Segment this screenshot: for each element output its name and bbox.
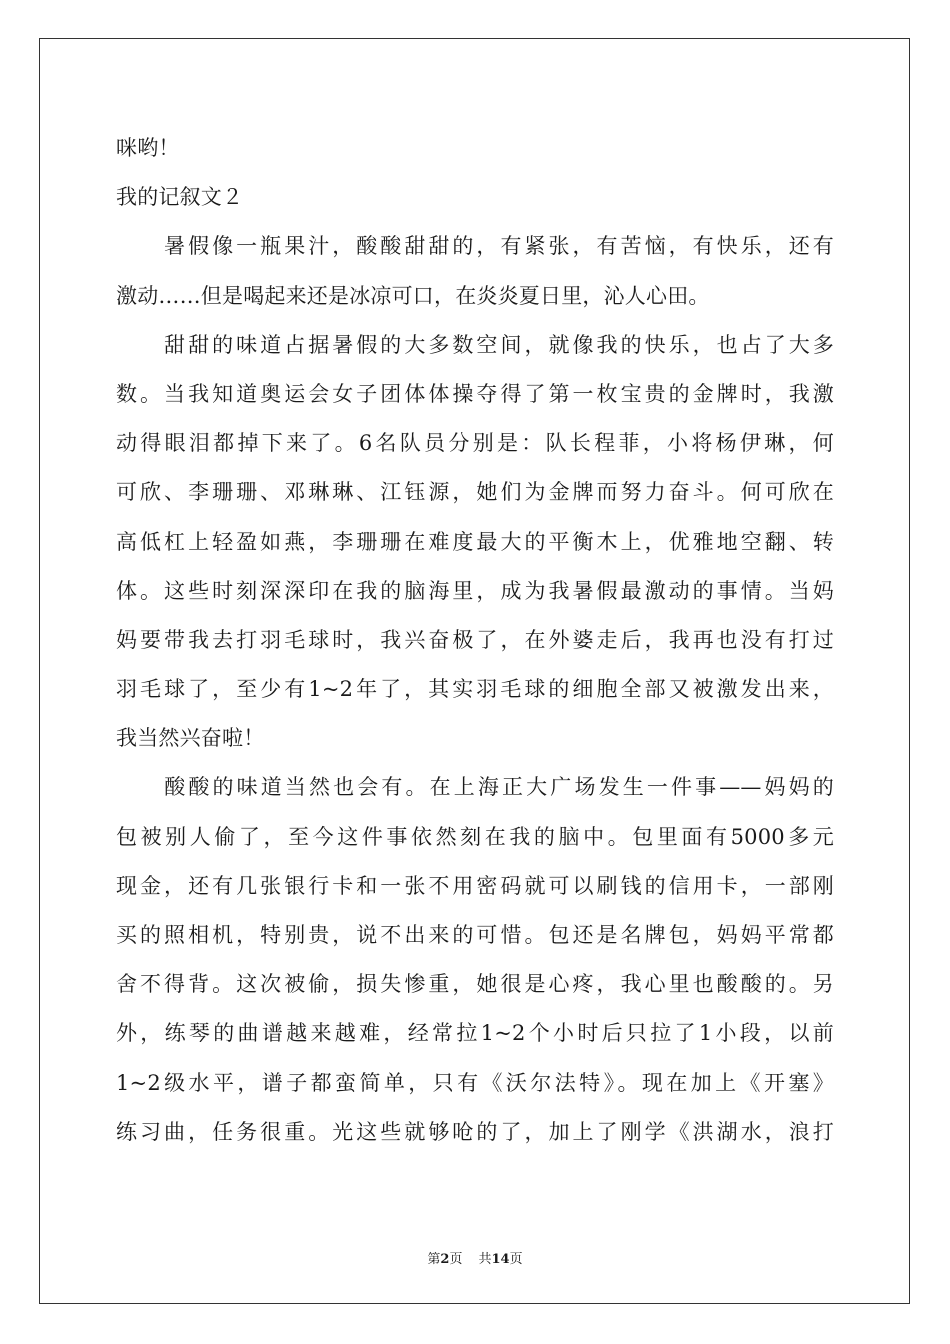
document-body [116,124,834,1157]
text-line: 动得眼泪都掉下来了。6名队员分别是：队长程菲，小将杨伊琳，何 [116,431,834,456]
text-line: 1~2级水平，谱子都蛮简单，只有《沃尔法特》。现在加上《开塞》 [116,1070,834,1095]
text-line: 我的记叙文２ [116,185,244,210]
text-line: 舍不得背。这次被偷，损失惨重，她很是心疼，我心里也酸酸的。另 [116,972,834,997]
text-line: 练习曲，任务很重。光这些就够呛的了，加上了刚学《洪湖水，浪打 [116,1119,834,1144]
footer-page-unit: 页 [449,1252,463,1267]
footer-total-pages: 14 [491,1252,510,1267]
footer-total-prefix: 共 [478,1252,492,1267]
text-line: 高低杠上轻盈如燕，李珊珊在难度最大的平衡木上，优雅地空翻、转 [116,529,834,554]
text-line: 暑假像一瓶果汁，酸酸甜甜的，有紧张，有苦恼，有快乐，还有 [116,234,834,259]
text-line: 体。这些时刻深深印在我的脑海里，成为我暑假最激动的事情。当妈 [116,578,834,603]
text-line: 我当然兴奋啦！ [116,726,265,751]
text-line: 甜甜的味道占据暑假的大多数空间，就像我的快乐，也占了大多 [116,332,834,357]
text-line: 酸酸的味道当然也会有。在上海正大广场发生一件事——妈妈的 [116,775,834,800]
text-line: 包被别人偷了，至今这件事依然刻在我的脑中。包里面有5000多元 [116,824,834,849]
text-line: 买的照相机，特别贵，说不出来的可惜。包还是名牌包，妈妈平常都 [116,923,834,947]
text-line: 数。当我知道奥运会女子团体体操夺得了第一枚宝贵的金牌时，我激 [116,381,834,406]
text-line: 可欣、李珊珊、邓琳琳、江钰源，她们为金牌而努力奋斗。何可欣在 [116,480,834,505]
footer-total-unit: 页 [509,1252,523,1267]
text-line: 羽毛球了，至少有1~2年了，其实羽毛球的细胞全部又被激发出来， [116,677,834,702]
text-line: 激动……但是喝起来还是冰凉可口，在炎炎夏日里，沁人心田。 [116,283,710,308]
text-line: 咪哟！ [116,136,180,160]
page-footer [0,1248,950,1267]
footer-current-page: 2 [440,1252,450,1267]
footer-page-prefix: 第 [427,1252,441,1267]
text-line: 现金，还有几张银行卡和一张不用密码就可以刷钱的信用卡，一部刚 [116,873,834,898]
text-line: 外，练琴的曲谱越来越难，经常拉1~2个小时后只拉了1小段，以前 [116,1021,834,1046]
text-line: 妈要带我去打羽毛球时，我兴奋极了，在外婆走后，我再也没有打过 [116,627,834,652]
